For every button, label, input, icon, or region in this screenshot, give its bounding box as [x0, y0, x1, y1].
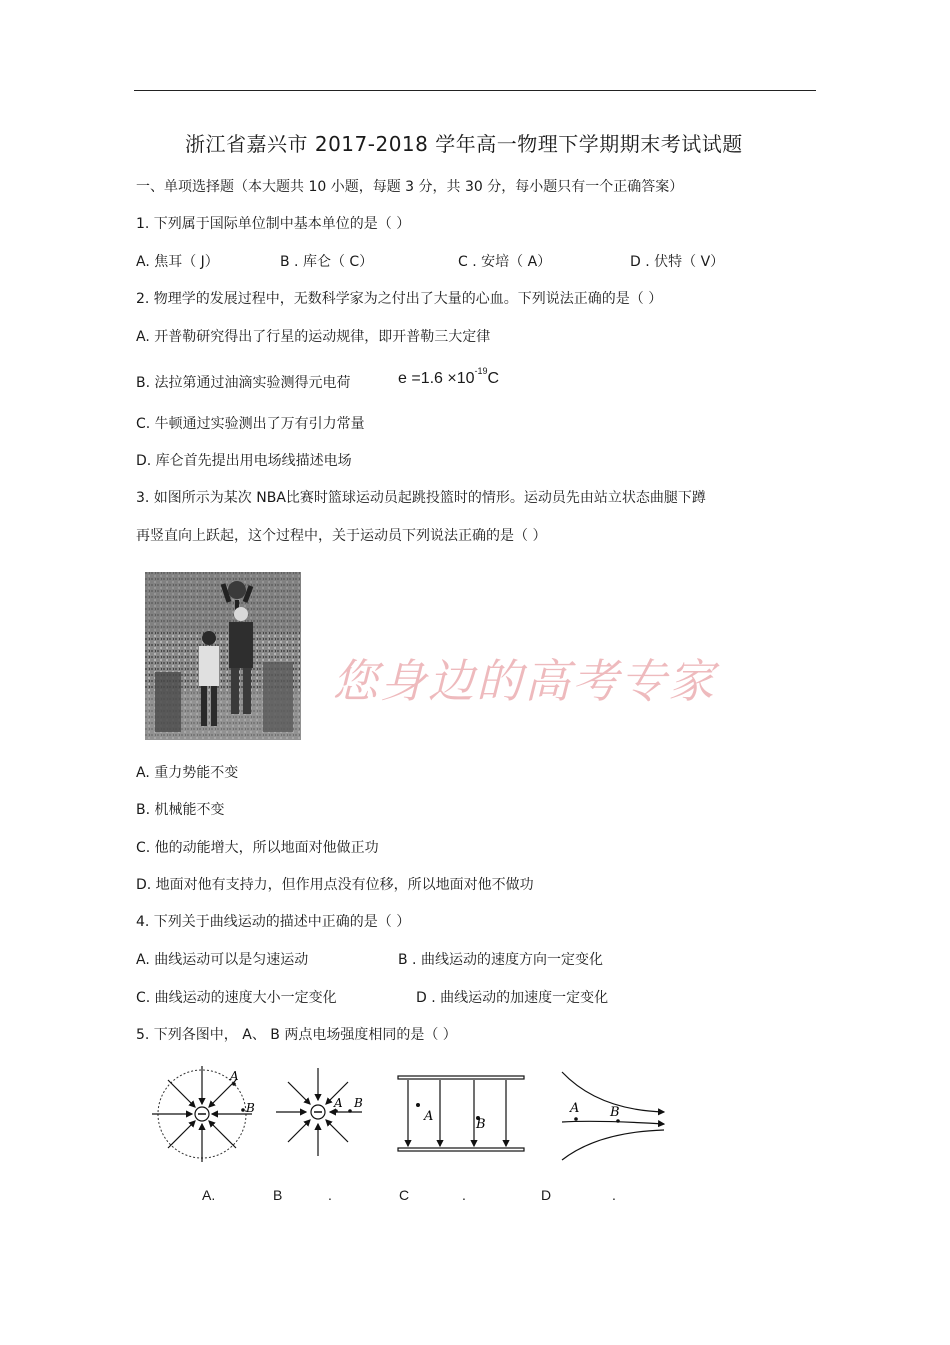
q5-option-a: A. [202, 1187, 216, 1203]
label-a: A [230, 1069, 239, 1083]
label-b: B [246, 1101, 255, 1115]
formula-base: e =1.6 ×10 [398, 370, 475, 387]
watermark-text: 您身边的高考专家 [332, 654, 716, 708]
label-b: B [610, 1105, 620, 1120]
q4-option-a: A. 曲线运动可以是匀速运动 [136, 952, 309, 968]
q1-option-d: D . 伏特（ V） [630, 254, 725, 270]
label-a: A [570, 1101, 580, 1116]
page-title: 浙江省嘉兴市 2017-2018 学年高一物理下学期期末考试试题 [185, 132, 743, 156]
label-b: B [476, 1117, 486, 1132]
q1-option-a: A. 焦耳（ J） [136, 254, 219, 270]
q5-option-b: B [273, 1187, 283, 1203]
q5-option-b-dot: . [328, 1187, 332, 1203]
q3-option-a: A. 重力势能不变 [136, 765, 239, 781]
q5-option-d: D [541, 1187, 552, 1203]
q4-option-d: D . 曲线运动的加速度一定变化 [416, 990, 609, 1006]
basketball-photo [145, 572, 301, 740]
q2-option-d: D. 库仑首先提出用电场线描述电场 [136, 453, 352, 469]
label-b: B [354, 1096, 363, 1110]
q2-option-a: A. 开普勒研究得出了行星的运动规律，即开普勒三大定律 [136, 329, 491, 345]
q3-option-c: C. 他的动能增大，所以地面对他做正功 [136, 840, 379, 856]
q4-stem: 4. 下列关于曲线运动的描述中正确的是（ ） [136, 914, 411, 930]
header-rule [134, 90, 816, 91]
field-diagram-d [558, 1068, 670, 1164]
q3-option-d: D. 地面对他有支持力，但作用点没有位移，所以地面对他不做功 [136, 877, 534, 893]
q1-option-c: C . 安培（ A） [458, 254, 552, 270]
q1-option-b: B . 库仑（ C） [280, 254, 374, 270]
formula-unit: C [487, 370, 500, 387]
label-a: A [334, 1096, 343, 1110]
q1-stem: 1. 下列属于国际单位制中基本单位的是（ ） [136, 216, 411, 232]
formula-exponent: -19 [474, 366, 488, 376]
q2-option-c: C. 牛顿通过实验测出了万有引力常量 [136, 416, 365, 432]
q2-option-b: B. 法拉第通过油滴实验测得元电荷 [136, 375, 351, 391]
q5-option-c-dot: . [462, 1187, 466, 1203]
q5-stem: 5. 下列各图中， A、 B 两点电场强度相同的是（ ） [136, 1027, 457, 1043]
q5-option-c: C [399, 1187, 410, 1203]
q3-option-b: B. 机械能不变 [136, 802, 225, 818]
label-a: A [424, 1109, 434, 1124]
field-diagram-b [272, 1064, 372, 1164]
q4-option-b: B . 曲线运动的速度方向一定变化 [398, 952, 603, 968]
q2-stem: 2. 物理学的发展过程中，无数科学家为之付出了大量的心血。下列说法正确的是（ ） [136, 291, 663, 307]
q2-formula [398, 366, 500, 388]
section-heading: 一、单项选择题（本大题共 10 小题，每题 3 分，共 30 分，每小题只有一个正确答案） [136, 179, 684, 195]
q3-stem-line2: 再竖直向上跃起，这个过程中，关于运动员下列说法正确的是（ ） [136, 528, 547, 544]
q5-option-d-dot: . [612, 1187, 616, 1203]
field-diagram-c [394, 1072, 528, 1156]
field-diagram-a [150, 1064, 260, 1164]
q4-option-c: C. 曲线运动的速度大小一定变化 [136, 990, 337, 1006]
q3-stem-line1: 3. 如图所示为某次 NBA比赛时篮球运动员起跳投篮时的情形。运动员先由站立状态曲腿下蹲 [136, 490, 706, 506]
